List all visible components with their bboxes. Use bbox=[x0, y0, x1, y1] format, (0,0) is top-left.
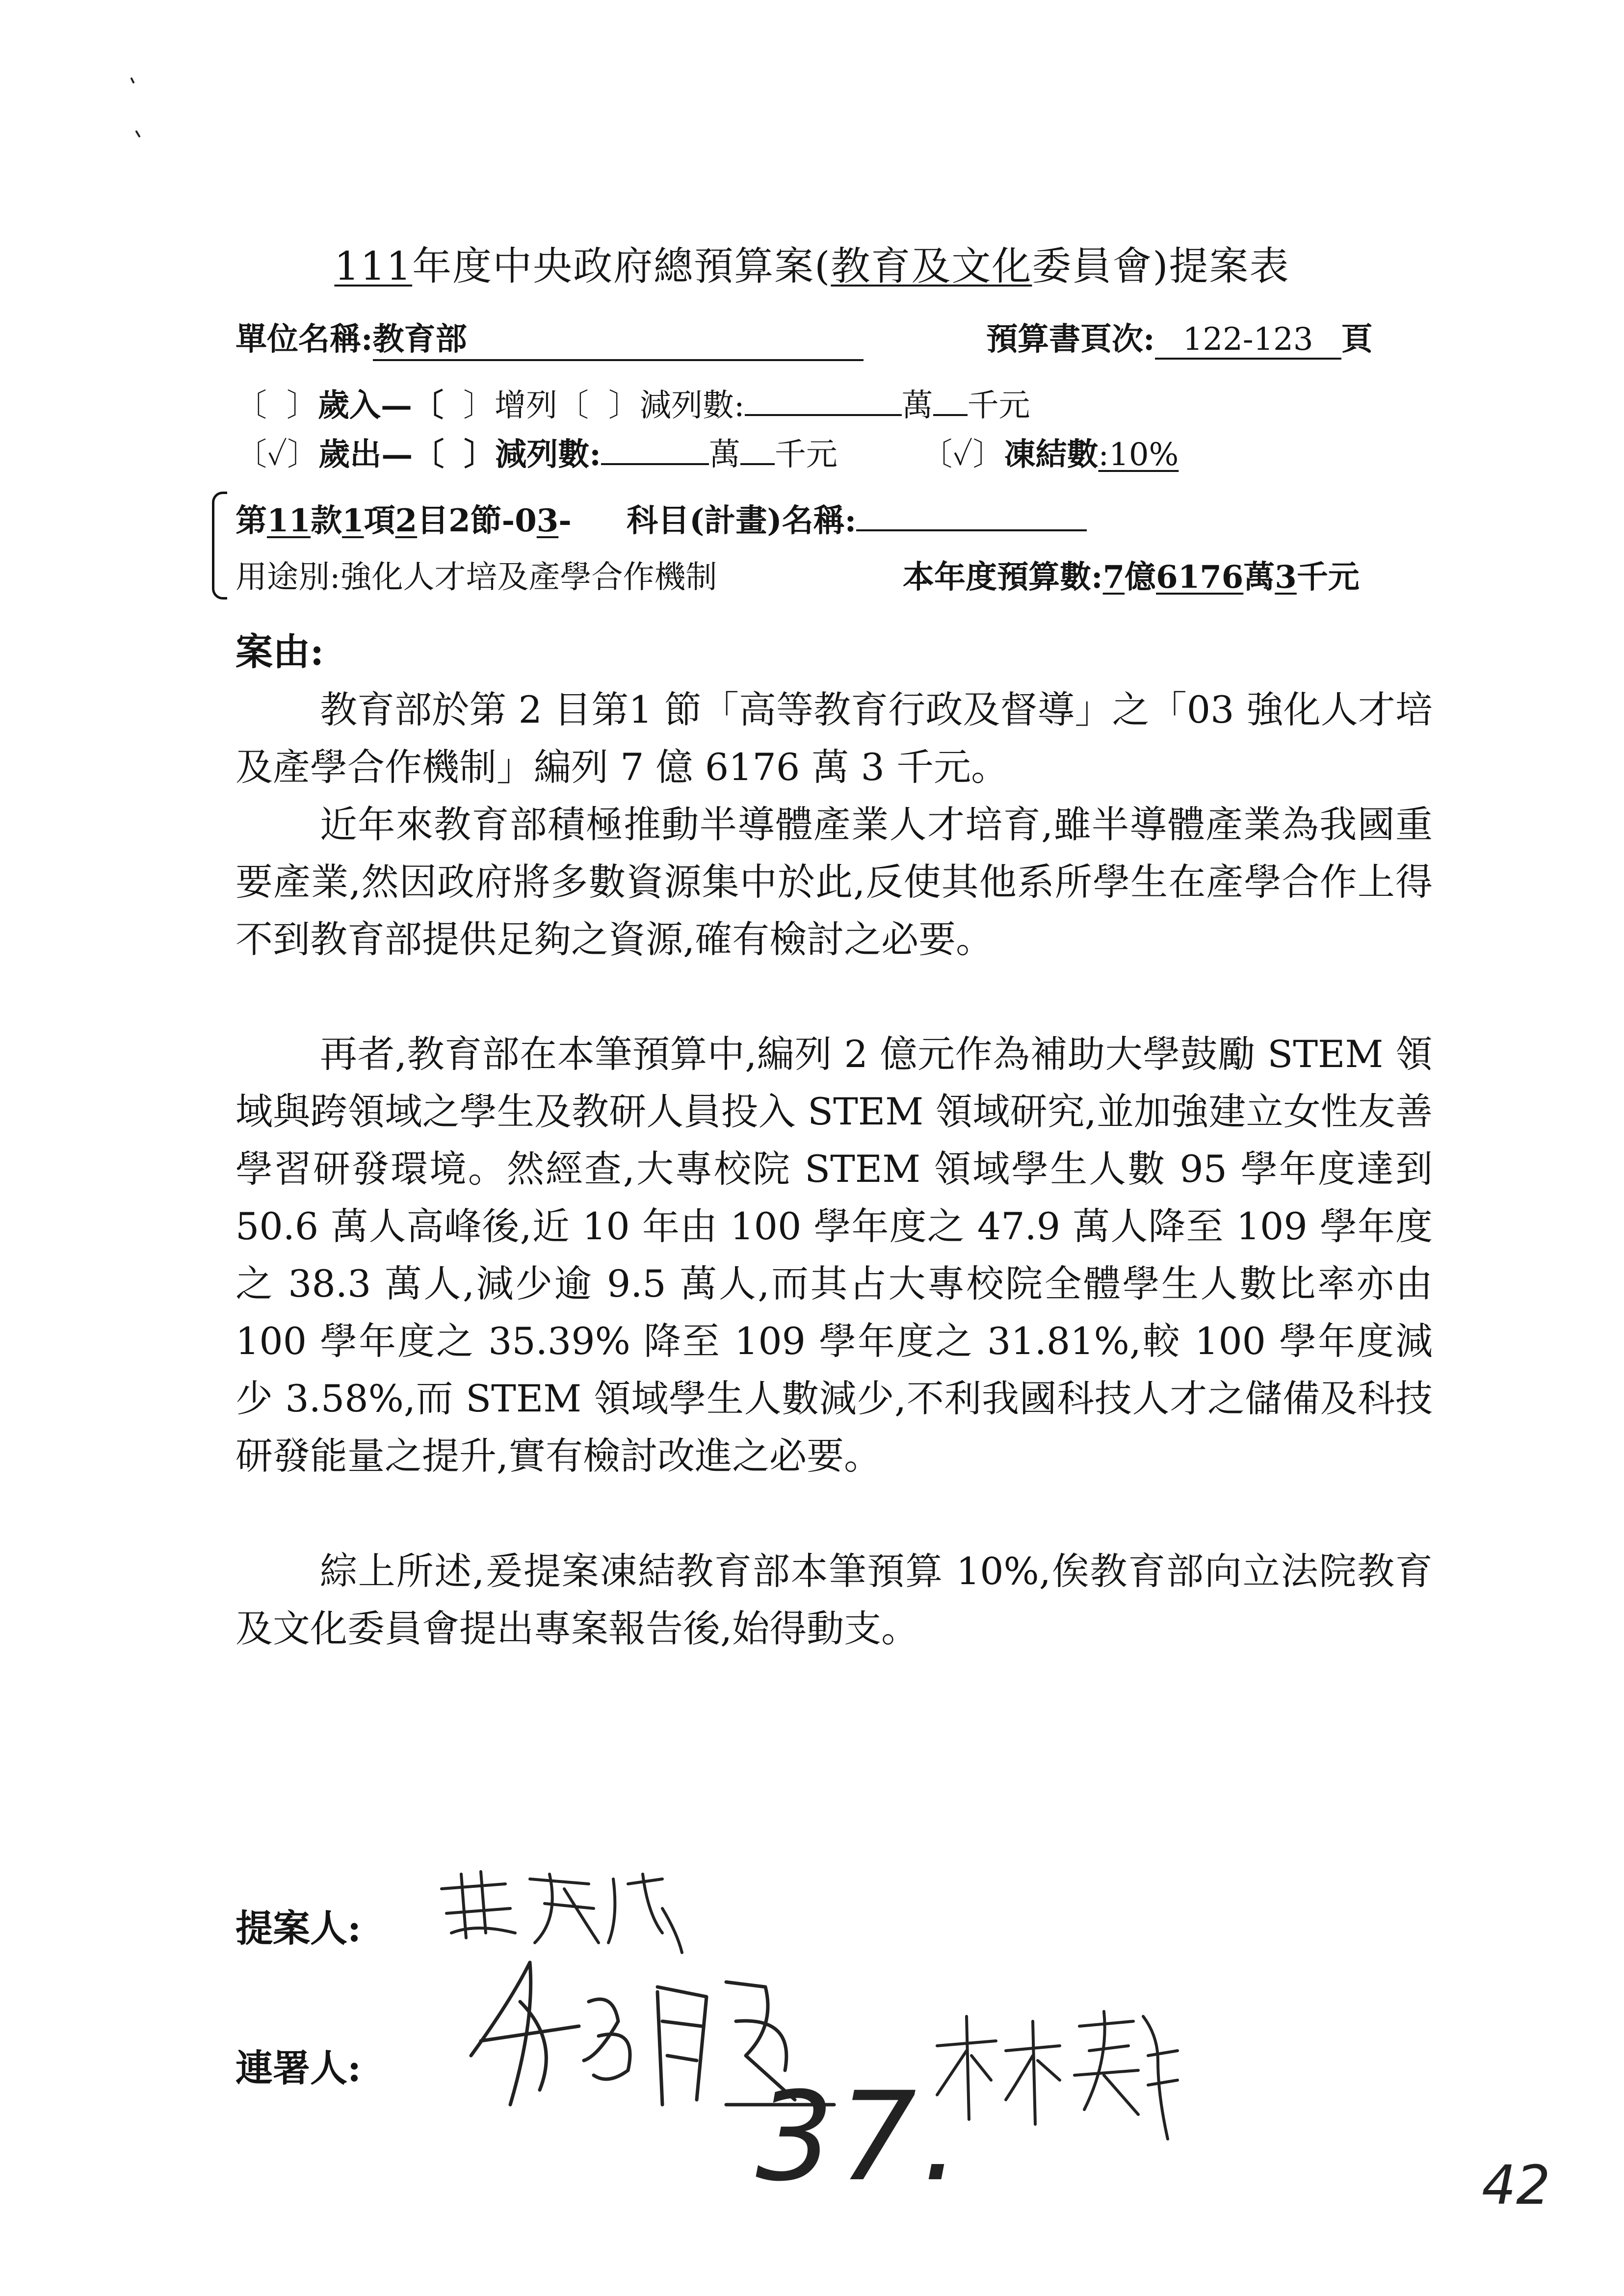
item-mu: 2 bbox=[395, 502, 418, 539]
budget-pages-suffix: 頁 bbox=[1341, 321, 1373, 358]
expenditure-qian: 千元 bbox=[774, 437, 838, 473]
annual-budget-label: 本年度預算數: bbox=[903, 559, 1103, 596]
reason-paragraph-2: 近年來教育部積極推動半導體產業人才培育,雖半導體產業為我國重要產業,然因政府將多數資源集中於此,反使其他系所學生在產學合作上得不到教育部提供足夠之資源,確有檢討之必要。 bbox=[236, 803, 1433, 961]
expenditure-wan-blank bbox=[601, 463, 709, 465]
title-year: 111 bbox=[334, 243, 413, 289]
item-sub: 3 bbox=[536, 502, 559, 539]
budget-pages-value: 122-123 bbox=[1182, 321, 1313, 358]
reason-paragraph-3: 再者,教育部在本筆預算中,編列 2 億元作為補助大學鼓勵 STEM 領域與跨領域之學生及教研人員投入 STEM 領域研究,並加強建立女性友善學習研發環境。然經查,大專校院 STEM 領域學生人數 95 學年度達到 50.6 萬人高峰後,近 10 年由 100 學年度之 47.9 萬人降至 109 學年度之 38.3 萬人,減少逾 9.5 萬人,而其占大專校院全體學生人數比率亦由 100 學年度之 35.39% 降至 109 學年度之 31.81%,較 100 學年度減少 3.58%,而 STEM 領域學生人數減少,不利我國科技人才之儲備及科技研發能量之提升,實有檢討改進之必要。 bbox=[236, 1032, 1433, 1478]
revenue-close-bracket: 〕 bbox=[287, 388, 318, 424]
revenue-qian: 千元 bbox=[967, 388, 1030, 424]
cosigner-label: 連署人: bbox=[236, 2046, 362, 2090]
revenue-row bbox=[236, 380, 1030, 425]
item-jie-label: 節-0 bbox=[470, 502, 537, 539]
item-tail: - bbox=[558, 502, 572, 539]
expenditure-after: 〕減列數: bbox=[464, 436, 601, 473]
freeze-value: :10% bbox=[1098, 437, 1179, 473]
reason-paragraph-4: 綜上所述,爰提案凍結教育部本筆預算 10%,俟教育部向立法院教育及文化委員會提出專案報告後,始得動支。 bbox=[236, 1549, 1433, 1650]
annual-budget-yi: 7 bbox=[1102, 559, 1125, 596]
freeze-label: 凍結數 bbox=[1004, 436, 1099, 473]
annual-budget-yi-label: 億 bbox=[1125, 559, 1156, 596]
subject-label: 科目(計畫)名稱: bbox=[627, 502, 857, 539]
reason-paragraph-1: 教育部於第 2 目第1 節「高等教育行政及督導」之「03 強化人才培及產學合作機制」編列 7 億 6176 萬 3 千元。 bbox=[236, 688, 1433, 789]
expenditure-qian-blank bbox=[740, 463, 775, 465]
expenditure-check: ✓ bbox=[267, 437, 288, 473]
revenue-open-bracket: 〔 bbox=[236, 388, 267, 424]
usage-label: 用途別:強化人才培及產學合作機制 bbox=[236, 559, 717, 596]
reason-heading: 案由: bbox=[236, 630, 324, 674]
revenue-head: 歲入—〔 bbox=[318, 387, 444, 424]
annual-budget-wan: 6176 bbox=[1156, 559, 1244, 596]
unit-row bbox=[236, 314, 864, 361]
page-number: 42 bbox=[1482, 2154, 1550, 2217]
budget-pages-label: 預算書頁次: bbox=[986, 321, 1155, 358]
annual-budget-qian: 3 bbox=[1275, 559, 1297, 596]
title-committee: 教育及文化 bbox=[831, 243, 1032, 289]
expenditure-wan: 萬 bbox=[708, 437, 740, 473]
revenue-wan: 萬 bbox=[901, 388, 933, 424]
item-brace bbox=[212, 492, 227, 600]
title-part2: 委員會)提案表 bbox=[1032, 243, 1290, 289]
revenue-wan-blank bbox=[745, 414, 902, 416]
annual-budget-row bbox=[903, 552, 1360, 597]
item-xiang: 1 bbox=[342, 502, 364, 539]
page-title bbox=[0, 235, 1624, 291]
expenditure-open-bracket: 〔 bbox=[236, 437, 267, 473]
item-mu-label: 目 bbox=[417, 502, 449, 539]
title-part1: 年度中央政府總預算案( bbox=[412, 243, 831, 289]
revenue-after: 〕減列數: bbox=[608, 388, 745, 424]
freeze-close-bracket: 〕 bbox=[972, 437, 1004, 473]
budget-pages-field bbox=[1155, 321, 1341, 360]
annual-budget-qian-label: 千元 bbox=[1296, 559, 1360, 596]
unit-value: 教育部 bbox=[372, 321, 467, 358]
expenditure-close-bracket: 〕 bbox=[287, 437, 319, 473]
annual-budget-wan-label: 萬 bbox=[1243, 559, 1275, 596]
cosigner-signature-2 bbox=[927, 1997, 1182, 2149]
item-kuan-label: 款 bbox=[311, 502, 342, 539]
item-kuan: 11 bbox=[267, 502, 311, 539]
unit-label: 單位名稱: bbox=[236, 321, 373, 358]
handwritten-number: 37. bbox=[756, 2065, 966, 2208]
revenue-qian-blank bbox=[933, 414, 968, 416]
subject-blank bbox=[856, 529, 1087, 531]
item-row bbox=[236, 496, 1087, 541]
item-xiang-label: 項 bbox=[364, 502, 395, 539]
expenditure-head: 歲出—〔 bbox=[318, 436, 445, 473]
freeze-open-bracket: 〔 bbox=[921, 437, 953, 473]
budget-pages-row bbox=[986, 314, 1373, 360]
proposer-label: 提案人: bbox=[236, 1906, 362, 1950]
usage-row bbox=[236, 552, 717, 597]
revenue-mid: 〕增列〔 bbox=[463, 388, 589, 424]
unit-field bbox=[373, 314, 864, 361]
scan-speck-marks bbox=[128, 74, 147, 142]
item-jie: 2 bbox=[448, 502, 471, 539]
item-prefix: 第 bbox=[236, 502, 267, 539]
freeze-check: ✓ bbox=[952, 437, 973, 473]
expenditure-row bbox=[236, 429, 1179, 474]
